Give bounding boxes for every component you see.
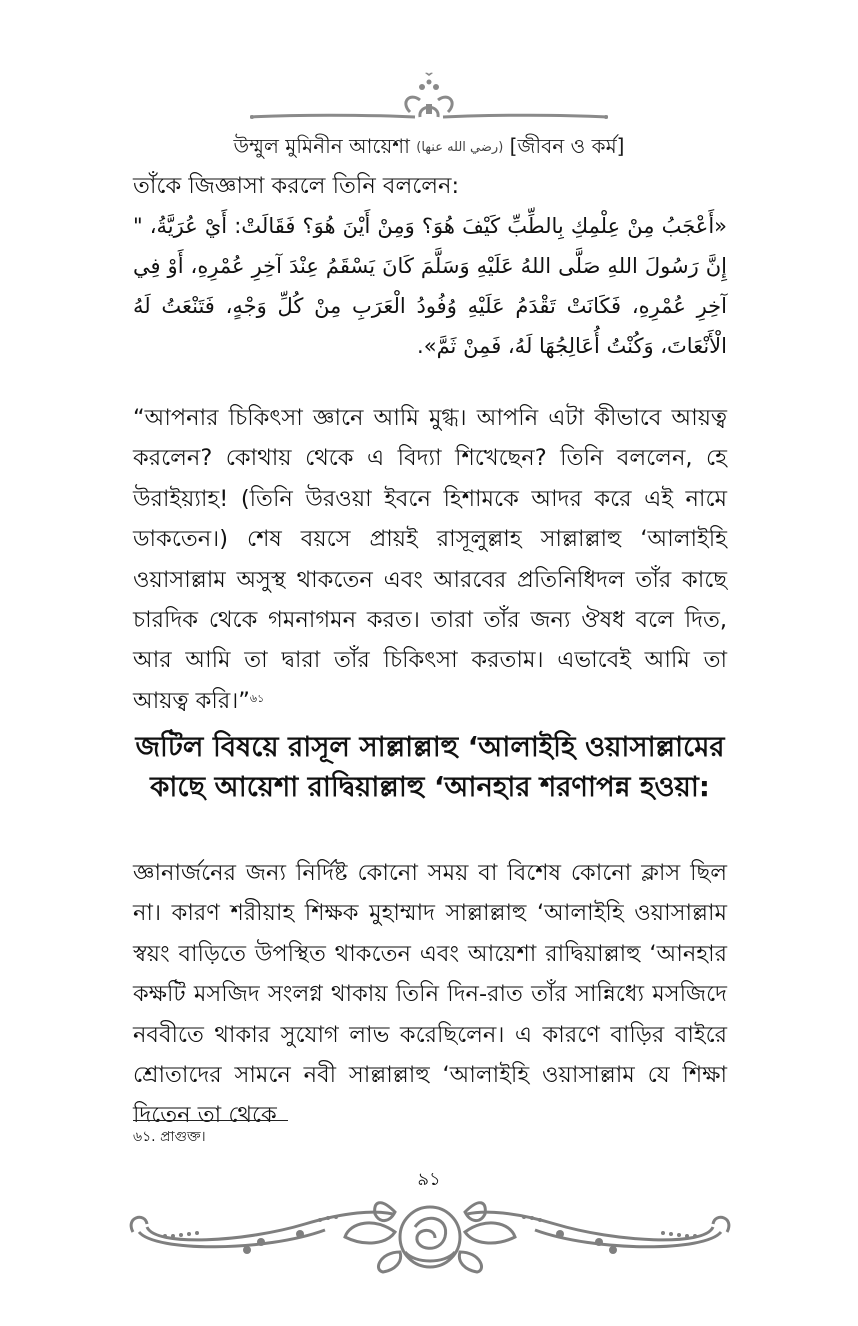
page-number: ৯১ (417, 1169, 441, 1190)
running-subtitle: [জীবন ও কর্ম] (509, 134, 625, 158)
translation-block (133, 398, 727, 721)
section-body-block (133, 853, 727, 1136)
honorific-emblem: (رضي الله عنها) (416, 139, 504, 155)
translation-text: “আপনার চিকিৎসা জ্ঞানে আমি মুগ্ধ। আপনি এটা কীভাবে আয়ত্ব করলেন? কোথায় থেকে এ বিদ্যা শিখেছেন? তিনি বললেন, হে উরাইয়্যাহ! (তিনি উরওয়া ইবনে হিশামকে আদর করে এই নামে ডাকতেন।) শেষ বয়সে প্রায়ই রাসূলুল্লাহ সাল্লাল্লাহু ‘আলাইহি ওয়াসাল্লাম অসুস্থ থাকতেন এবং আরবের প্রতিনিধিদল তাঁর কাছে চারদিক থেকে গমনাগমন করত। তারা তাঁর জন্য ঔষধ বলে দিত, আর আমি তা দ্বারা তাঁর চিকিৎসা করতাম। এভাবেই আমি তা আয়ত্ব করি।” (133, 405, 727, 714)
footer-rose-ornament (125, 1192, 735, 1276)
footnote-separator (133, 1120, 288, 1121)
footnote: ৬১. প্রাগুক্ত। (133, 1129, 206, 1145)
footnote-reference[interactable]: ৬১ (249, 691, 265, 705)
running-header (0, 131, 858, 163)
arabic-quote: «أَعْجَبُ مِنْ عِلْمِكِ بِالطِّبِّ كَيْفَ هُوَ؟ وَمِنْ أَيْنَ هُوَ؟ فَقَالَتْ: أَيْ عُرَيَّةُ، " إِنَّ رَسُولَ اللهِ صَلَّى اللهُ عَلَيْهِ وَسَلَّمَ كَانَ يَسْقَمُ عِنْدَ آخِرِ عُمْرِهِ، أَوْ فِي آخِرِ عُمْرِهِ، فَكَانَتْ تَقْدَمُ عَلَيْهِ وُفُودُ الْعَرَبِ مِنْ كُلِّ وَجْهٍ، فَتَنْعَتُ لَهُ الْأَنْعَاتَ، وَكُنْتُ أُعَالِجُهَا لَهُ، فَمِنْ ثَمَّ». (133, 214, 727, 359)
running-title: উম্মুল মুমিনীন আয়েশা (233, 134, 410, 158)
section-paragraph: জ্ঞানার্জনের জন্য নির্দিষ্ট কোনো সময় বা বিশেষ কোনো ক্লাস ছিল না। কারণ শরীয়াহ শিক্ষক মুহাম্মাদ সাল্লাল্লাহু ‘আলাইহি ওয়াসাল্লাম স্বয়ং বাড়িতে উপস্থিত থাকতেন এবং আয়েশা রাদ্বিয়াল্লাহু ‘আনহার কক্ষটি মসজিদ সংলগ্ন থাকায় তিনি দিন-রাত তাঁর সান্নিধ্যে মসজিদে নববীতে থাকার সুযোগ লাভ করেছিলেন। এ কারণে বাড়ির বাইরে শ্রোতাদের সামনে নবী সাল্লাল্লাহু ‘আলাইহি ওয়াসাল্লাম যে শিক্ষা দিতেন তা থেকে (133, 860, 727, 1129)
intro-line: তাঁকে জিজ্ঞাসা করলে তিনি বললেন: (133, 173, 460, 199)
section-heading: জটিল বিষয়ে রাসূল সাল্লাল্লাহু ‘আলাইহি ওয়াসাল্লামের কাছে আয়েশা রাদ্বিয়াল্লাহু ‘আনহার শরণাপন্ন হওয়া: (135, 731, 725, 803)
translation-paragraph (133, 398, 727, 721)
header-ornament (250, 72, 608, 122)
quote-block (133, 166, 727, 366)
